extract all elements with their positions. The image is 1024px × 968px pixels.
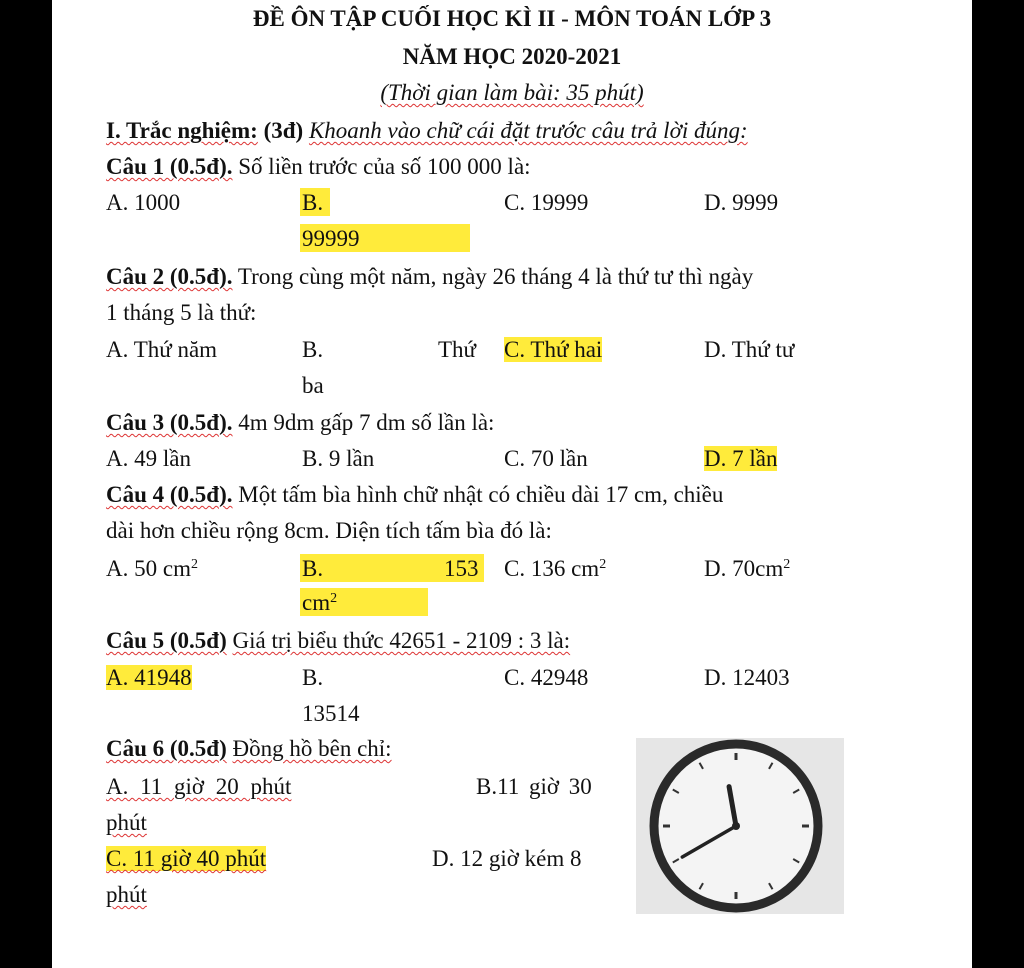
clock-center [732, 822, 740, 830]
exam-page [52, 0, 972, 968]
q3-option-b[interactable]: B. 9 lần [302, 446, 375, 471]
q5-option-b-value: 13514 [302, 701, 360, 726]
q6-option-b[interactable]: B.11 giờ 30 [476, 774, 592, 799]
q4-option-a[interactable]: A. 50 $cm^2$ [106, 556, 198, 581]
clock-image [636, 738, 844, 914]
question-6: Câu 6 (0.5đ) Đồng hồ bên chỉ: [106, 736, 392, 761]
q4-option-b[interactable]: B. [302, 556, 324, 581]
q2-option-c[interactable]: C. Thứ hai [504, 337, 603, 362]
q5-option-c[interactable]: C. 42948 [504, 665, 589, 690]
q1-option-a[interactable]: A. 1000 [106, 190, 181, 215]
question-5: Câu 5 (0.5đ) Giá trị biểu thức 42651 - 2109 : 3 là: [106, 628, 571, 653]
question-4: Câu 4 (0.5đ). Một tấm bìa hình chữ nhật có chiều dài 17 cm, chiều [106, 482, 724, 507]
q6-option-a-cont: phút [106, 810, 147, 835]
exam-title: ĐỀ ÔN TẬP CUỐI HỌC KÌ II - MÔN TOÁN LỚP 3 [252, 6, 772, 31]
q6-option-c-cont: phút [106, 882, 147, 907]
clock-icon [636, 738, 844, 914]
section-heading: I. Trắc nghiệm: (3đ) Khoanh vào chữ cái đặt trước câu trả lời đúng: [106, 118, 748, 143]
q2-option-d[interactable]: D. Thứ tư [704, 337, 795, 362]
q1-option-b-value: 99999 [302, 226, 360, 251]
q3-option-a[interactable]: A. 49 lần [106, 446, 191, 471]
question-4-line-2: dài hơn chiều rộng 8cm. Diện tích tấm bìa đó là: [106, 518, 552, 543]
q4-option-d[interactable]: D. $70cm^2$ [704, 556, 791, 581]
question-2: Câu 2 (0.5đ). Trong cùng một năm, ngày 26 tháng 4 là thứ tư thì ngày [106, 264, 754, 289]
q5-option-b[interactable]: B. [302, 665, 324, 690]
q5-option-a[interactable]: A. 41948 [106, 665, 192, 690]
q4-option-c[interactable]: C. 136 $cm^2$ [504, 556, 607, 581]
q3-option-d[interactable]: D. 7 lần [704, 446, 778, 471]
q2-option-b[interactable]: B. [302, 337, 324, 362]
q1-option-d[interactable]: D. 9999 [704, 190, 779, 215]
question-2-line-2: 1 tháng 5 là thứ: [106, 300, 257, 325]
q6-option-a[interactable]: A. 11 giờ 20 phút [106, 774, 292, 799]
q2-option-b-value: ba [302, 373, 324, 398]
question-3: Câu 3 (0.5đ). 4m 9dm gấp 7 dm số lần là: [106, 410, 495, 435]
q1-option-c[interactable]: C. 19999 [504, 190, 589, 215]
question-1: Câu 1 (0.5đ). Số liền trước của số 100 000 là: [106, 154, 531, 179]
q2-option-b-mid: Thứ [438, 337, 477, 362]
q2-option-a[interactable]: A. Thứ năm [106, 337, 218, 362]
school-year: NĂM HỌC 2020-2021 [402, 44, 622, 69]
q1-option-b[interactable]: B. [302, 190, 324, 215]
q3-option-c[interactable]: C. 70 lần [504, 446, 588, 471]
q4-option-b-value: $cm^2$ [302, 590, 338, 615]
q6-option-c[interactable]: C. 11 giờ 40 phút [106, 846, 267, 871]
q4-option-b-mid: 153 [444, 556, 479, 581]
q5-option-d[interactable]: D. 12403 [704, 665, 790, 690]
q6-option-d[interactable]: D. 12 giờ kém 8 [432, 846, 582, 871]
time-limit: (Thời gian làm bài: 35 phút) [380, 80, 644, 105]
